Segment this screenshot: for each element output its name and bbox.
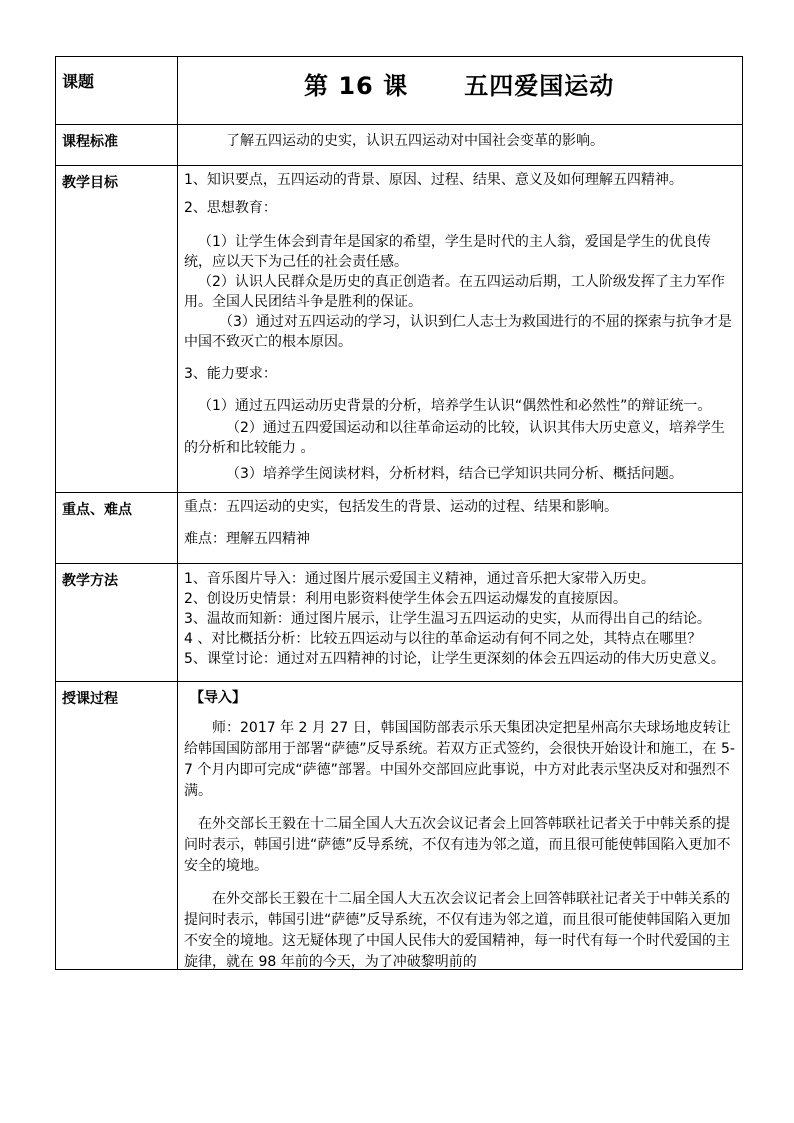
lesson-title: 第 16 课 五四爱国运动 <box>304 72 615 100</box>
title-cell <box>178 57 743 125</box>
method-2: 2、创设历史情景：利用电影资料使学生体会五四运动爆发的直接原因。 <box>184 591 627 607</box>
key-point: 重点：五四运动的史实，包括发生的背景、运动的过程、结果和影响。 <box>184 499 618 515</box>
method-1: 1、音乐图片导入：通过图片展示爱国主义精神，通过音乐把大家带入历史。 <box>184 571 655 587</box>
goal-knowledge: 1、知识要点，五四运动的背景、原因、过程、结果、意义及如何理解五四精神。 <box>184 172 683 188</box>
standard-text: 了解五四运动的史实，认识五四运动对中国社会变革的影响。 <box>226 133 604 149</box>
title-label: 课题 <box>56 57 178 125</box>
key-points-row <box>56 493 743 564</box>
goal-ability-3: （3）培养学生阅读材料，分析材料，结合已学知识共同分析、概括问题。 <box>226 466 683 482</box>
methods-label: 教学方法 <box>56 564 178 682</box>
goals-label: 教学目标 <box>56 166 178 493</box>
process-paragraph-3-clip <box>184 889 736 969</box>
methods-cell <box>178 564 743 682</box>
goals-cell <box>178 166 743 493</box>
process-cell <box>178 682 743 970</box>
standard-row <box>56 125 743 166</box>
method-3: 3、温故而知新：通过图片展示，让学生温习五四运动的史实，从而得出自己的结论。 <box>184 611 711 627</box>
goal-ability-1: （1）通过五四运动历史背景的分析，培养学生认识“偶然性和必然性”的辩证统一。 <box>198 398 712 414</box>
process-paragraph-3: 在外交部长王毅在十二届全国人大五次会议记者会上回答韩联社记者关于中韩关系的提问时表示，韩国引进“萨德”反导系统，不仅有违为邻之道，而且很可能使韩国陷入更加不安全的境地。这无疑体现了中国人民伟大的爱国精神，每一时代有每一个时代爱国的主旋律，就在 98 年前的今天，为了冲破黎明前的 <box>184 891 731 969</box>
key-points-cell <box>178 493 743 564</box>
method-5: 5、课堂讨论：通过对五四精神的讨论，让学生更深刻的体会五四运动的伟大历史意义。 <box>184 651 725 667</box>
method-4: 4 、对比概括分析：比较五四运动与以往的革命运动有何不同之处，其特点在哪里？ <box>184 631 702 647</box>
title-row <box>56 57 743 125</box>
standard-cell <box>178 125 743 166</box>
goal-thought-3: （3）通过对五四运动的学习，认识到仁人志士为救国进行的不屈的探索与抗争才是中国不致灭亡的根本原因。 <box>184 314 732 350</box>
goal-ability-title: 3、能力要求： <box>184 366 277 382</box>
process-row <box>56 682 743 970</box>
goals-row <box>56 166 743 493</box>
lesson-plan-table <box>55 56 743 970</box>
goal-thought-title: 2、思想教育： <box>184 200 277 216</box>
lesson-plan-sheet <box>55 56 743 1046</box>
goal-thought-2: （2）认识人民群众是历史的真正创造者。在五四运动后期，工人阶级发挥了主力军作用。全国人民团结斗争是胜利的保证。 <box>184 274 725 310</box>
standard-label: 课程标准 <box>56 125 178 166</box>
process-paragraph-2: 在外交部长王毅在十二届全国人大五次会议记者会上回答韩联社记者关于中韩关系的提问时表示，韩国引进“萨德”反导系统，不仅有违为邻之道，而且很可能使韩国陷入更加不安全的境地。 <box>184 816 731 874</box>
process-paragraph-1: 师：2017 年 2 月 27 日，韩国国防部表示乐天集团决定把星州高尔夫球场地皮转让给韩国国防部用于部署“萨德”反导系统。若双方正式签约，会很快开始设计和施工，在 5-7 个月内即可完成“萨德”部署。中国外交部回应此事说，中方对此表示坚决反对和强烈不满。 <box>184 720 735 799</box>
difficult-point: 难点：理解五四精神 <box>184 531 310 547</box>
key-points-label: 重点、难点 <box>56 493 178 564</box>
process-heading: 【导入】 <box>190 690 246 706</box>
goal-thought-1: （1）让学生体会到青年是国家的希望，学生是时代的主人翁，爱国是学生的优良传统，应以天下为己任的社会责任感。 <box>184 234 711 270</box>
process-label: 授课过程 <box>56 682 178 970</box>
methods-row <box>56 564 743 682</box>
goal-ability-2: （2）通过五四爱国运动和以往革命运动的比较，认识其伟大历史意义，培养学生的分析和比较能力 。 <box>184 420 725 456</box>
